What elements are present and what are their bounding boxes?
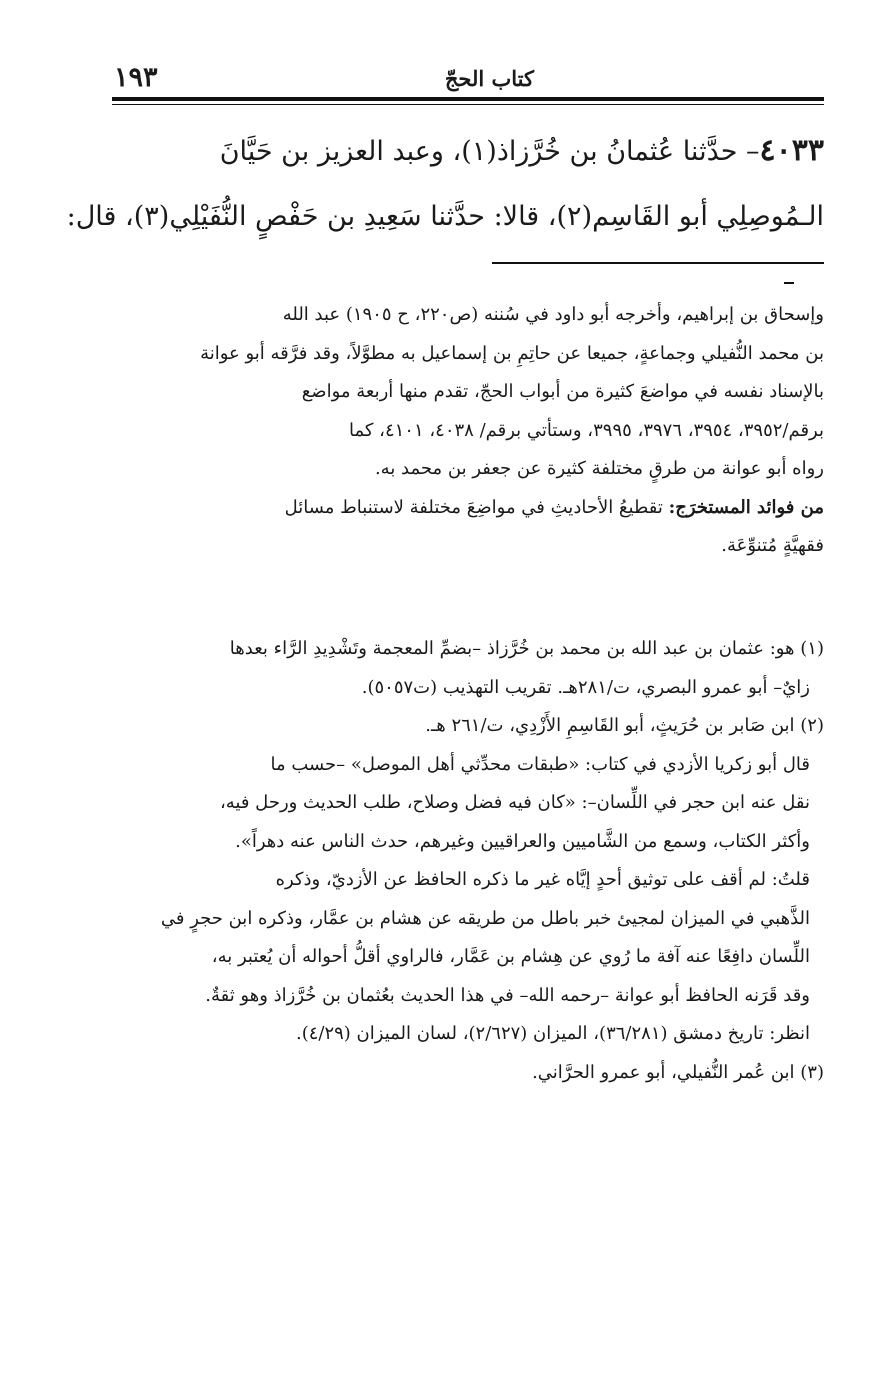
header-rule-thick — [112, 97, 824, 101]
footnote-3: (٣) ابن عُمر النُّفيلي، أبو عمرو الحرَّاني. — [532, 1061, 824, 1083]
footnote-2-note-line: وقد قَرَنه الحافظ أبو عوانة –رحمه الله– في هذا الحديث بعُثمان بن خُرَّزاذ وهو ثقةٌ. — [205, 984, 810, 1006]
footnotes — [112, 630, 824, 1092]
hadith-text — [66, 118, 824, 250]
footnote-2-quote-line: وأكثر الكتاب، وسمع من الشَّاميين والعراقيين وغيرهم، حدث الناس عنه دهراً». — [235, 830, 810, 852]
hadith-line-2: الـمُوصِلِي أبو القَاسِم(٢)، قالا: حدَّثنا سَعِيدِ بن حَفْصٍ النُّفَيْلِي(٣)، قال: — [66, 201, 824, 232]
commentary-line: برقم/٣٩٥٢، ٣٩٥٤، ٣٩٧٦، ٣٩٩٥، وستأتي برقم/ ٤٠٣٨، ٤١٠١، كما — [348, 419, 824, 441]
footnote-2-note-line: الذَّهبي في الميزان لمجيئ خبر باطل من طريقه عن هشام بن عمَّار، وذكره ابن حجرٍ في — [160, 907, 810, 929]
continuation-mark — [784, 282, 794, 284]
footnote-2-note-line: اللِّسان دافِعًا عنه آفة ما رُوي عن هِشام بن عَمَّار، فالراوي أقلُّ أحواله أن يُعتبر به، — [211, 946, 810, 967]
footnote-2-quote-line: نقل عنه ابن حجر في اللِّسان–: «كان فيه فضل وصلاح، طلب الحديث ورحل فيه، — [219, 792, 810, 813]
footnote-2: (٢) ابن صَابر بن حُرَيثٍ، أبو القَاسِمِ الأَزْدِي، ت/٢٦١ هـ. — [425, 715, 824, 736]
header-rule-thin — [112, 104, 824, 105]
fawaid-label: من فوائد المستخرَج: — [668, 496, 824, 518]
hadith-number: ٤٠٣٣ — [759, 133, 824, 168]
page-number: ١٩٣ — [114, 62, 158, 93]
commentary-line: بالإسناد نفسه في مواضعَ كثيرة من أبواب الحجّ، تقدم منها أربعة مواضع — [301, 381, 824, 402]
footnote-1-line: (١) هو: عثمان بن عبد الله بن محمد بن خُرَّزاذ –بضمِّ المعجمة وتَشْدِيدِ الرَّاء بعدها — [229, 638, 824, 659]
fawaid-text: تقطيعُ الأحاديثِ في مواضِعَ مختلفة لاستنباط مسائل — [284, 496, 669, 518]
chapter-title: كتاب الحجّ — [444, 66, 534, 91]
footnote-2-quote-line: قال أبو زكريا الأزدي في كتاب: «طبقات محدِّثي أهل الموصل» –حسب ما — [270, 753, 810, 775]
commentary-line: رواه أبو عوانة من طرقٍ مختلفة كثيرة عن جعفر بن محمد به. — [374, 458, 824, 479]
running-header — [112, 62, 824, 98]
hadith-line-1 — [112, 118, 824, 184]
commentary-continued — [112, 296, 824, 566]
commentary-line: بن محمد النُّفيلي وجماعةٍ، جميعا عن حاتِمِ بن إسماعيل به مطوَّلاً، وقد فرَّقه أبو عوانة — [200, 342, 824, 364]
footnote-2-references: انظر: تاريخ دمشق (٣٦/٢٨١)، الميزان (٢/٦٢٧)، لسان الميزان (٤/٢٩). — [295, 1023, 810, 1044]
footnote-2-note-line: قلتُ: لم أقف على توثيق أحدٍ إيَّاه غير ما ذكره الحافظ عن الأزديّ، وذكره — [275, 869, 810, 890]
fawaid-line: فقهيَّةٍ مُتنوِّعَة. — [721, 535, 824, 556]
footnote-separator — [492, 262, 824, 264]
commentary-line: وإسحاق بن إبراهيم، وأخرجه أبو داود في سُننه (ص٢٢٠، ح ١٩٠٥) عبد الله — [282, 304, 824, 325]
hadith-line-1-text: – حدَّثنا عُثمانُ بن خُرَّزاذ(١)، وعبد العزيز بن حَيَّانَ — [219, 136, 760, 167]
footnote-1-line: زايٌ– أبو عمرو البصري، ت/٢٨١هـ. تقريب التهذيب (ت٥٠٥٧). — [361, 676, 810, 698]
fawaid-line — [112, 489, 824, 528]
